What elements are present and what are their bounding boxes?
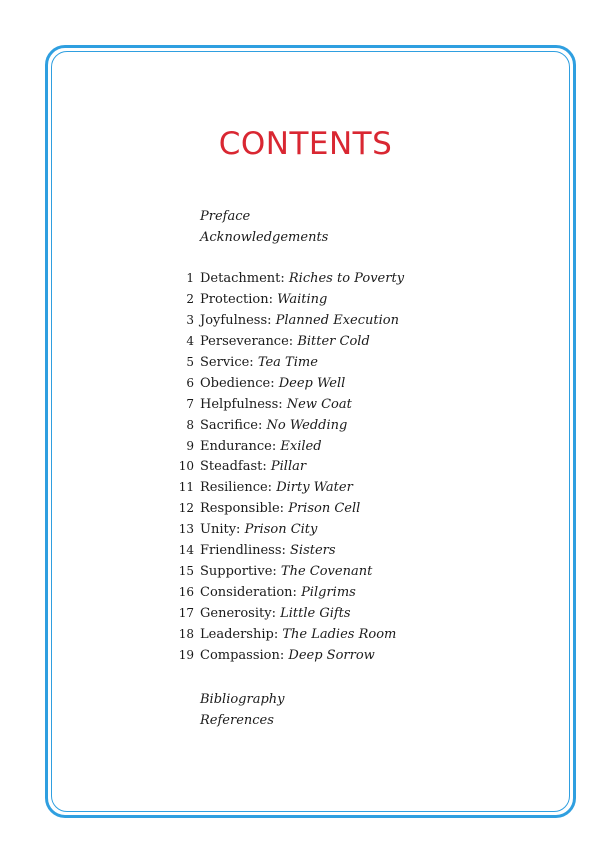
chapter-number: 1 bbox=[186, 271, 194, 285]
chapter-number: 19 bbox=[178, 647, 194, 662]
chapter-number: 12 bbox=[178, 501, 194, 516]
chapter-entry bbox=[170, 645, 404, 666]
chapter-title: Waiting bbox=[277, 291, 328, 307]
chapter-title: Bitter Cold bbox=[297, 333, 370, 349]
chapter-virtue: Responsible: bbox=[200, 501, 285, 517]
chapter-virtue: Consideration: bbox=[200, 585, 297, 601]
chapter-title: Tea Time bbox=[257, 354, 318, 370]
chapter-number: 10 bbox=[178, 459, 194, 474]
chapter-virtue: Joyfulness: bbox=[200, 312, 272, 328]
chapter-entry bbox=[170, 540, 404, 561]
chapter-number: 15 bbox=[178, 564, 194, 579]
chapter-title: The Ladies Room bbox=[282, 626, 397, 642]
chapter-entry bbox=[170, 561, 404, 582]
chapter-number: 2 bbox=[186, 291, 194, 306]
chapter-entry bbox=[170, 289, 404, 310]
chapter-entry bbox=[170, 456, 404, 477]
chapter-virtue: Leadership: bbox=[200, 626, 279, 642]
chapter-entry bbox=[170, 415, 404, 436]
chapter-entry bbox=[170, 624, 404, 645]
chapter-title: The Covenant bbox=[280, 564, 373, 580]
chapter-title: Sisters bbox=[290, 543, 336, 559]
chapter-number: 8 bbox=[186, 417, 194, 432]
chapter-virtue: Compassion: bbox=[200, 647, 285, 663]
front-matter-acknowledgements: Acknowledgements bbox=[200, 230, 329, 245]
chapter-number: 5 bbox=[186, 354, 194, 369]
chapter-virtue: Service: bbox=[200, 354, 254, 370]
chapter-title: Deep Well bbox=[278, 375, 346, 391]
chapter-entry bbox=[170, 436, 404, 457]
chapter-number: 7 bbox=[186, 396, 194, 411]
chapter-entry bbox=[170, 603, 404, 624]
chapter-title: New Coat bbox=[286, 396, 352, 412]
back-matter-bibliography: Bibliography bbox=[200, 692, 285, 707]
front-matter bbox=[200, 206, 328, 248]
chapter-number: 9 bbox=[186, 438, 194, 453]
chapter-number: 18 bbox=[178, 626, 194, 641]
chapter-entry bbox=[170, 373, 404, 394]
chapter-title: No Wedding bbox=[266, 417, 348, 433]
chapter-number: 16 bbox=[178, 585, 194, 600]
chapter-title: Riches to Poverty bbox=[288, 271, 405, 286]
chapter-entry bbox=[170, 477, 404, 498]
chapter-virtue: Generosity: bbox=[200, 606, 276, 621]
chapter-entry bbox=[170, 331, 404, 352]
chapter-virtue: Unity: bbox=[200, 522, 241, 538]
chapter-title: Prison Cell bbox=[288, 501, 361, 517]
chapter-number: 11 bbox=[178, 480, 194, 495]
chapter-entry bbox=[170, 498, 404, 519]
chapter-title: Exiled bbox=[280, 438, 322, 454]
chapter-entry bbox=[170, 268, 404, 289]
chapter-title: Pilgrims bbox=[301, 585, 356, 601]
chapter-title: Little Gifts bbox=[280, 606, 351, 621]
chapter-title: Prison City bbox=[244, 522, 318, 538]
chapter-entry bbox=[170, 352, 404, 373]
chapter-virtue: Supportive: bbox=[200, 564, 277, 580]
chapter-title: Planned Execution bbox=[275, 312, 399, 328]
chapter-virtue: Obedience: bbox=[200, 375, 275, 391]
chapter-entry bbox=[170, 582, 404, 603]
back-matter-references: References bbox=[200, 713, 274, 728]
chapter-number: 13 bbox=[178, 522, 194, 537]
chapter-title: Dirty Water bbox=[276, 480, 353, 496]
chapter-virtue: Detachment: bbox=[200, 271, 285, 286]
chapter-title: Deep Sorrow bbox=[288, 647, 375, 663]
front-matter-preface: Preface bbox=[200, 209, 251, 224]
chapter-title: Pillar bbox=[270, 459, 307, 475]
chapter-virtue: Endurance: bbox=[200, 438, 277, 454]
back-matter bbox=[200, 689, 285, 731]
chapter-virtue: Steadfast: bbox=[200, 459, 267, 475]
chapter-number: 17 bbox=[178, 606, 194, 620]
chapter-virtue: Friendliness: bbox=[200, 543, 286, 559]
chapter-entry bbox=[170, 394, 404, 415]
chapter-number: 6 bbox=[186, 375, 194, 390]
chapter-number: 3 bbox=[186, 312, 194, 327]
chapter-virtue: Protection: bbox=[200, 291, 273, 307]
chapter-list bbox=[170, 268, 404, 666]
page-title: CONTENTS bbox=[218, 126, 393, 162]
chapter-virtue: Sacrifice: bbox=[200, 417, 263, 433]
chapter-virtue: Resilience: bbox=[200, 480, 273, 496]
chapter-number: 14 bbox=[178, 543, 194, 558]
chapter-virtue: Helpfulness: bbox=[200, 396, 283, 412]
chapter-entry bbox=[170, 519, 404, 540]
chapter-entry bbox=[170, 310, 404, 331]
chapter-number: 4 bbox=[186, 333, 194, 348]
chapter-virtue: Perseverance: bbox=[200, 333, 294, 349]
